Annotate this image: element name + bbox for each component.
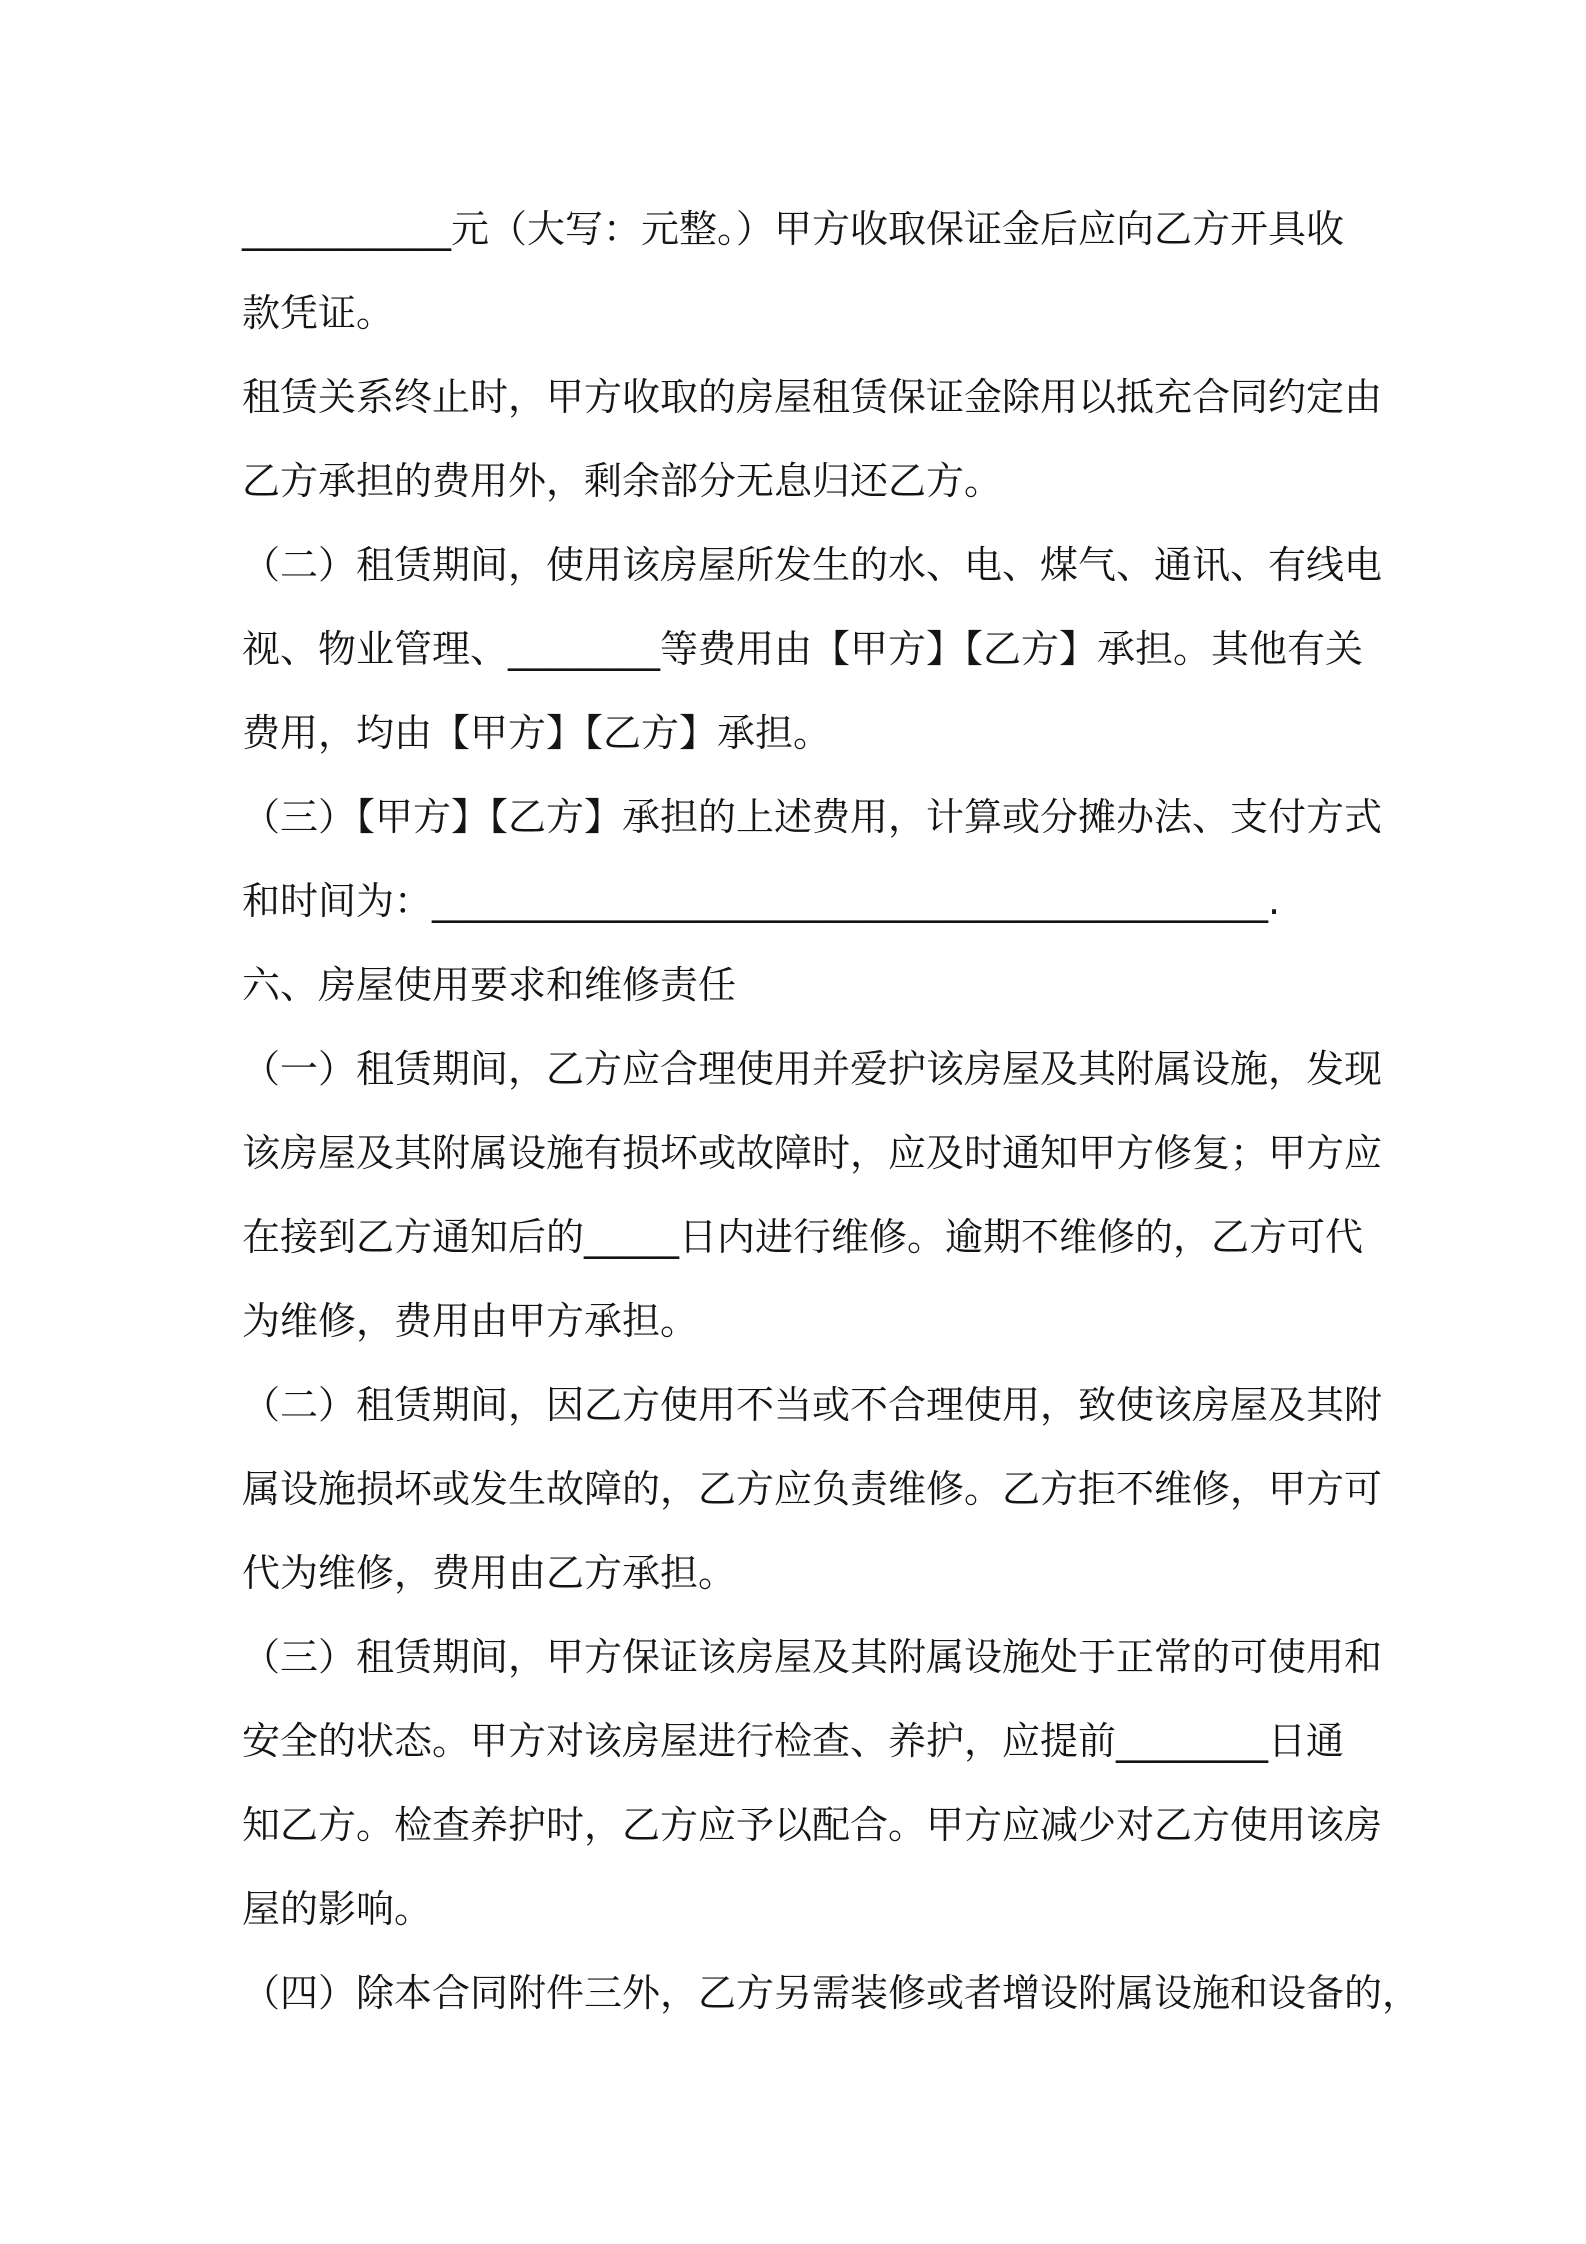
- text-line: 租赁关系终止时，甲方收取的房屋租赁保证金除用以抵充合同约定由: [242, 375, 1383, 419]
- text-line: 和时间为：____________________________________________.: [242, 879, 1281, 923]
- section-heading: 六、房屋使用要求和维修责任: [242, 963, 737, 1007]
- text-line: （四）除本合同附件三外，乙方另需装修或者增设附属设施和设备的，: [242, 1971, 1421, 2015]
- text-line: 屋的影响。: [242, 1887, 433, 1931]
- text-line: ___________元（大写：元整。）甲方收取保证金后应向乙方开具收: [242, 207, 1345, 251]
- text-line: 知乙方。检查养护时，乙方应予以配合。甲方应减少对乙方使用该房: [242, 1803, 1383, 1847]
- text-line: 视、物业管理、________等费用由【甲方】【乙方】承担。其他有关: [242, 627, 1364, 671]
- text-line: 在接到乙方通知后的_____日内进行维修。逾期不维修的，乙方可代: [242, 1215, 1364, 1259]
- text-line: （一）租赁期间，乙方应合理使用并爱护该房屋及其附属设施，发现: [242, 1047, 1383, 1091]
- text-line: 属设施损坏或发生故障的，乙方应负责维修。乙方拒不维修，甲方可: [242, 1467, 1383, 1511]
- text-line: （三）【甲方】【乙方】承担的上述费用，计算或分摊办法、支付方式: [242, 795, 1383, 839]
- text-line: 代为维修，费用由乙方承担。: [242, 1551, 737, 1595]
- text-line: 为维修，费用由甲方承担。: [242, 1299, 699, 1343]
- text-line: 乙方承担的费用外，剩余部分无息归还乙方。: [242, 459, 1003, 503]
- text-line: （二）租赁期间，因乙方使用不当或不合理使用，致使该房屋及其附: [242, 1383, 1383, 1427]
- text-line: （二）租赁期间，使用该房屋所发生的水、电、煤气、通讯、有线电: [242, 543, 1383, 587]
- text-line: 费用，均由【甲方】【乙方】承担。: [242, 711, 832, 755]
- text-line: 安全的状态。甲方对该房屋进行检查、养护，应提前________日通: [242, 1719, 1345, 1763]
- text-line: 款凭证。: [242, 291, 395, 335]
- text-line: 该房屋及其附属设施有损坏或故障时，应及时通知甲方修复；甲方应: [242, 1131, 1383, 1175]
- text-line: （三）租赁期间，甲方保证该房屋及其附属设施处于正常的可使用和: [242, 1635, 1383, 1679]
